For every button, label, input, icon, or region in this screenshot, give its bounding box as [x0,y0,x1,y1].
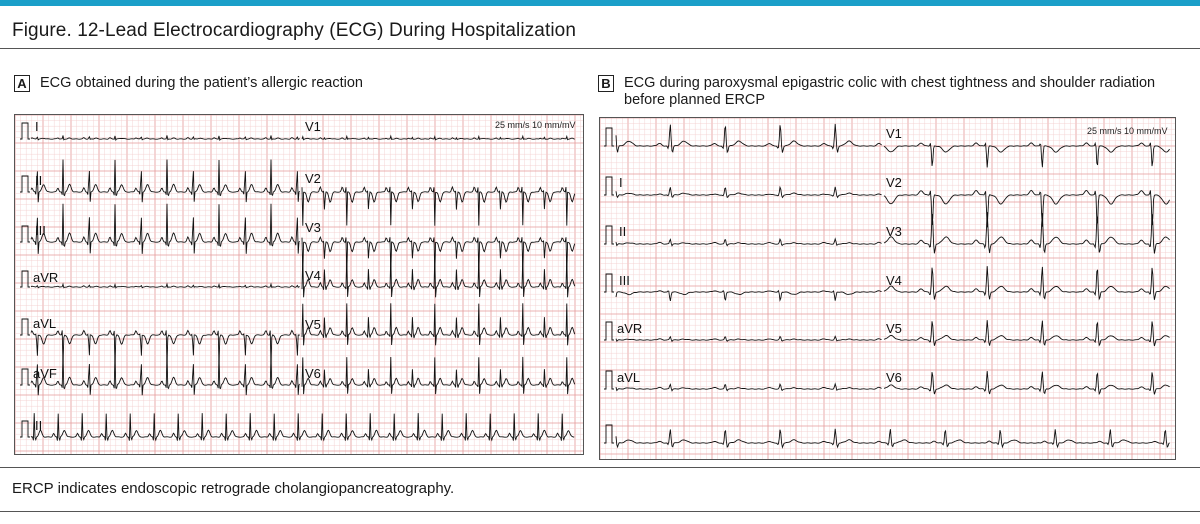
ecg-a-lead-v5: V5 [305,317,321,332]
ecg-a-calibration [20,271,30,287]
ecg-a-lead-v2: V2 [305,171,321,186]
ecg-a-speed-label: 25 mm/s 10 mm/mV [495,120,576,130]
ecg-a-lead-avr: aVR [33,270,59,285]
ecg-a-calibration [20,319,30,335]
ecg-b-lead-ii: II [619,224,627,239]
ecg-a-trace-right [302,187,575,226]
ecg-b-lead-v1: V1 [886,126,902,141]
ecg-a-grid [15,115,583,454]
caption-divider-top [0,467,1200,468]
ecg-a-calibration [20,369,30,385]
ecg-b-lead-i: I [619,175,623,190]
ecg-b-lead-v4: V4 [886,273,902,288]
figure-caption: ERCP indicates endoscopic retrograde cholangiopancreatography. [12,480,455,497]
title-divider [0,48,1200,49]
caption-divider-bottom [0,511,1200,512]
panel-b-title-line1: ECG during paroxysmal epigastric colic with chest tightness and shoulder radiation [624,75,1156,91]
ecg-b-lead-iii: III [619,273,630,288]
ecg-b-lead-avr: aVR [617,321,643,336]
ecg-b-trace-right [884,143,1170,168]
ecg-a-lead-v4: V4 [305,268,321,283]
ecg-a-svg [15,115,583,454]
ecg-b-trace-right [884,212,1170,253]
ecg-b-svg [600,118,1175,459]
panel-a-title: ECG obtained during the patient’s allergic reaction [40,75,363,91]
panel-b-title-line2: before planned ERCP [624,92,766,108]
ecg-b-lead-v3: V3 [886,224,902,239]
ecg-b-lead-v6: V6 [886,370,902,385]
ecg-a-lead-v1: V1 [305,119,321,134]
ecg-panel-b [599,117,1176,460]
ecg-b-trace-right [884,190,1170,227]
ecg-b-lead-v2: V2 [886,175,902,190]
ecg-a-calibration [20,176,30,192]
panel-a-letter: A [14,75,30,92]
ecg-b-lead-avl: aVL [617,370,641,385]
panel-b-header [598,75,1155,109]
ecg-a-trace-right [302,136,575,140]
ecg-a-lead-avf: aVF [33,366,57,381]
ecg-a-lead-avl: aVL [33,316,57,331]
ecg-b-speed-label: 25 mm/s 10 mm/mV [1087,126,1168,136]
figure-title: Figure. 12-Lead Electrocardiography (ECG) During Hospitalization [12,20,576,41]
ecg-b-lead-v5: V5 [886,321,902,336]
ecg-a-lead-i: I [35,119,39,134]
ecg-a-trace-right [302,357,575,394]
panel-b-letter: B [598,75,614,92]
ecg-a-lead-iii: III [35,223,46,238]
ecg-a-trace-right [302,237,575,274]
ecg-a-calibration [20,123,30,139]
panel-a-header [14,75,363,92]
ecg-a-lead-rhythm: II [35,418,43,433]
ecg-a-trace-right [302,255,575,297]
accent-top-bar [0,0,1200,6]
ecg-panel-a [14,114,584,455]
ecg-a-calibration [20,226,30,242]
ecg-a-lead-v3: V3 [305,220,321,235]
ecg-b-trace-right [884,266,1170,300]
ecg-b-trace-right [884,371,1170,394]
ecg-a-lead-ii: II [35,173,43,188]
ecg-a-lead-v6: V6 [305,366,321,381]
